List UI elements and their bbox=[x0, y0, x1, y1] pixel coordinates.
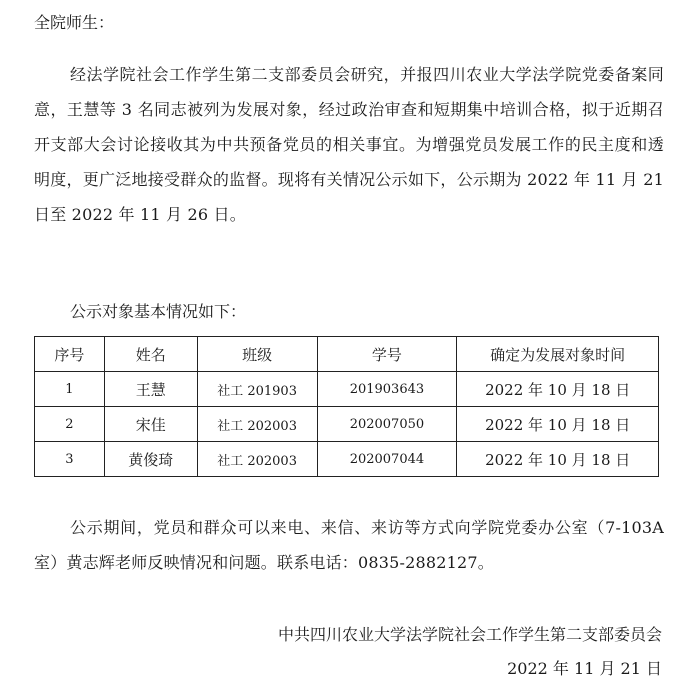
list-intro: 公示对象基本情况如下： bbox=[70, 302, 247, 321]
table-header-row bbox=[35, 337, 659, 372]
row-name: 王慧 bbox=[104, 372, 197, 407]
row-class: 社工 201903 bbox=[197, 372, 317, 407]
header-index: 序号 bbox=[35, 337, 105, 372]
header-student-id: 学号 bbox=[317, 337, 457, 372]
row-index: 3 bbox=[35, 442, 105, 477]
row-student-id: 202007050 bbox=[317, 407, 457, 442]
row-class: 社工 202003 bbox=[197, 442, 317, 477]
contact-paragraph: 公示期间，党员和群众可以来电、来信、来访等方式向学院党委办公室（7-103A 室）黄志辉老师反映情况和问题。联系电话：0835-2882127。 bbox=[34, 518, 664, 572]
candidate-table bbox=[34, 336, 659, 477]
header-name: 姓名 bbox=[104, 337, 197, 372]
intro-paragraph: 经法学院社会工作学生第二支部委员会研究，并报四川农业大学法学院党委备案同意，王慧等 3 名同志被列为发展对象，经过政治审查和短期集中培训合格，拟于近期召开支部大会讨论接收其为中共预备党员的相关事宜。为增强党员发展工作的民主度和透明度，更广泛地接受群众的监督。现将有关情况公示如下，公示期为 2022 年 11 月 21 日至 2022 年 11 月 26 日。 bbox=[34, 65, 664, 224]
row-index: 1 bbox=[35, 372, 105, 407]
row-date: 2022 年 10 月 18 日 bbox=[457, 407, 659, 442]
signature-date: 2022 年 11 月 21 日 bbox=[507, 659, 662, 678]
row-class: 社工 202003 bbox=[197, 407, 317, 442]
row-name: 黄俊琦 bbox=[104, 442, 197, 477]
header-class: 班级 bbox=[197, 337, 317, 372]
salutation: 全院师生： bbox=[34, 13, 115, 32]
row-date: 2022 年 10 月 18 日 bbox=[457, 442, 659, 477]
table-row bbox=[35, 372, 659, 407]
signature-organization: 中共四川农业大学法学院社会工作学生第二支部委员会 bbox=[277, 625, 662, 644]
table-row bbox=[35, 407, 659, 442]
row-student-id: 202007044 bbox=[317, 442, 457, 477]
row-date: 2022 年 10 月 18 日 bbox=[457, 372, 659, 407]
table-row bbox=[35, 442, 659, 477]
row-student-id: 201903643 bbox=[317, 372, 457, 407]
row-index: 2 bbox=[35, 407, 105, 442]
header-date: 确定为发展对象时间 bbox=[457, 337, 659, 372]
row-name: 宋佳 bbox=[104, 407, 197, 442]
